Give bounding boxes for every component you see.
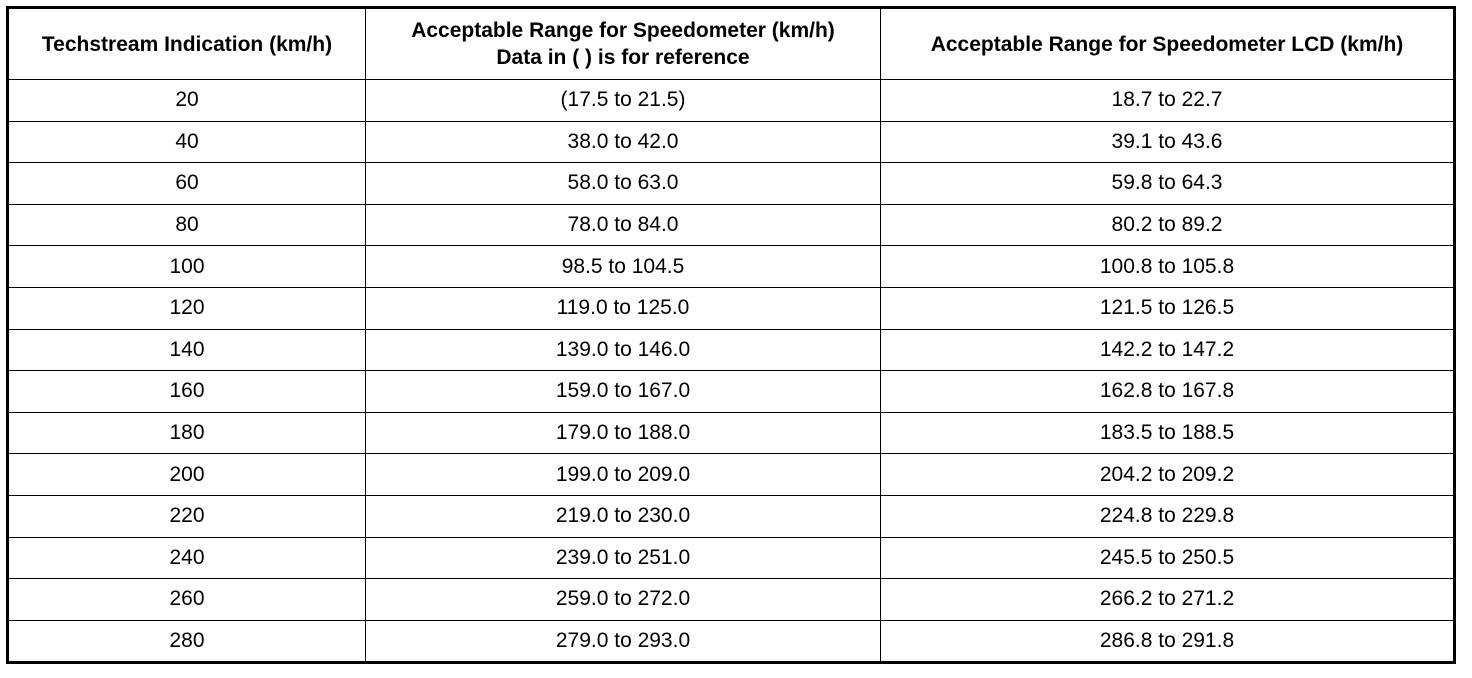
header-techstream-indication: Techstream Indication (km/h) — [8, 8, 366, 80]
table-row — [8, 454, 1455, 496]
cell-techstream-indication: 140 — [8, 329, 366, 371]
table-row — [8, 412, 1455, 454]
cell-speedometer-range: 279.0 to 293.0 — [366, 620, 881, 663]
cell-techstream-indication: 20 — [8, 80, 366, 122]
cell-speedometer-lcd-range: 39.1 to 43.6 — [881, 121, 1455, 163]
table-row — [8, 329, 1455, 371]
cell-speedometer-range: 179.0 to 188.0 — [366, 412, 881, 454]
header-speedometer-range-title: Acceptable Range for Speedometer (km/h) — [411, 19, 835, 42]
cell-speedometer-lcd-range: 100.8 to 105.8 — [881, 246, 1455, 288]
cell-speedometer-range: 139.0 to 146.0 — [366, 329, 881, 371]
cell-speedometer-lcd-range: 245.5 to 250.5 — [881, 537, 1455, 579]
table-row — [8, 163, 1455, 205]
table-row — [8, 246, 1455, 288]
cell-speedometer-lcd-range: 224.8 to 229.8 — [881, 495, 1455, 537]
header-row — [8, 8, 1455, 80]
table-row — [8, 495, 1455, 537]
cell-speedometer-lcd-range: 183.5 to 188.5 — [881, 412, 1455, 454]
cell-speedometer-range: 219.0 to 230.0 — [366, 495, 881, 537]
table-row — [8, 204, 1455, 246]
cell-speedometer-lcd-range: 80.2 to 89.2 — [881, 204, 1455, 246]
cell-techstream-indication: 280 — [8, 620, 366, 663]
cell-techstream-indication: 40 — [8, 121, 366, 163]
table-row — [8, 287, 1455, 329]
table-row — [8, 371, 1455, 413]
cell-techstream-indication: 180 — [8, 412, 366, 454]
cell-speedometer-range: 38.0 to 42.0 — [366, 121, 881, 163]
cell-speedometer-lcd-range: 266.2 to 271.2 — [881, 579, 1455, 621]
cell-speedometer-range: 78.0 to 84.0 — [366, 204, 881, 246]
cell-speedometer-lcd-range: 121.5 to 126.5 — [881, 287, 1455, 329]
cell-speedometer-range: 159.0 to 167.0 — [366, 371, 881, 413]
header-speedometer-range-note: Data in ( ) is for reference — [496, 46, 750, 69]
cell-techstream-indication: 100 — [8, 246, 366, 288]
cell-speedometer-range: 119.0 to 125.0 — [366, 287, 881, 329]
cell-speedometer-lcd-range: 162.8 to 167.8 — [881, 371, 1455, 413]
cell-techstream-indication: 120 — [8, 287, 366, 329]
table-row — [8, 579, 1455, 621]
cell-speedometer-range: 98.5 to 104.5 — [366, 246, 881, 288]
cell-speedometer-lcd-range: 59.8 to 64.3 — [881, 163, 1455, 205]
cell-speedometer-lcd-range: 142.2 to 147.2 — [881, 329, 1455, 371]
cell-techstream-indication: 220 — [8, 495, 366, 537]
cell-techstream-indication: 60 — [8, 163, 366, 205]
cell-speedometer-range: 199.0 to 209.0 — [366, 454, 881, 496]
table-header — [8, 8, 1455, 80]
speedometer-spec-table — [6, 6, 1456, 664]
cell-techstream-indication: 160 — [8, 371, 366, 413]
table-row — [8, 121, 1455, 163]
cell-speedometer-lcd-range: 204.2 to 209.2 — [881, 454, 1455, 496]
cell-techstream-indication: 80 — [8, 204, 366, 246]
cell-speedometer-lcd-range: 18.7 to 22.7 — [881, 80, 1455, 122]
cell-techstream-indication: 240 — [8, 537, 366, 579]
cell-techstream-indication: 260 — [8, 579, 366, 621]
cell-techstream-indication: 200 — [8, 454, 366, 496]
header-speedometer-lcd-range: Acceptable Range for Speedometer LCD (km/h) — [881, 8, 1455, 80]
header-speedometer-range — [366, 8, 881, 80]
table-body — [8, 80, 1455, 663]
cell-speedometer-lcd-range: 286.8 to 291.8 — [881, 620, 1455, 663]
cell-speedometer-range: 58.0 to 63.0 — [366, 163, 881, 205]
table-row — [8, 537, 1455, 579]
table-row — [8, 620, 1455, 663]
cell-speedometer-range: (17.5 to 21.5) — [366, 80, 881, 122]
cell-speedometer-range: 259.0 to 272.0 — [366, 579, 881, 621]
cell-speedometer-range: 239.0 to 251.0 — [366, 537, 881, 579]
table-row — [8, 80, 1455, 122]
